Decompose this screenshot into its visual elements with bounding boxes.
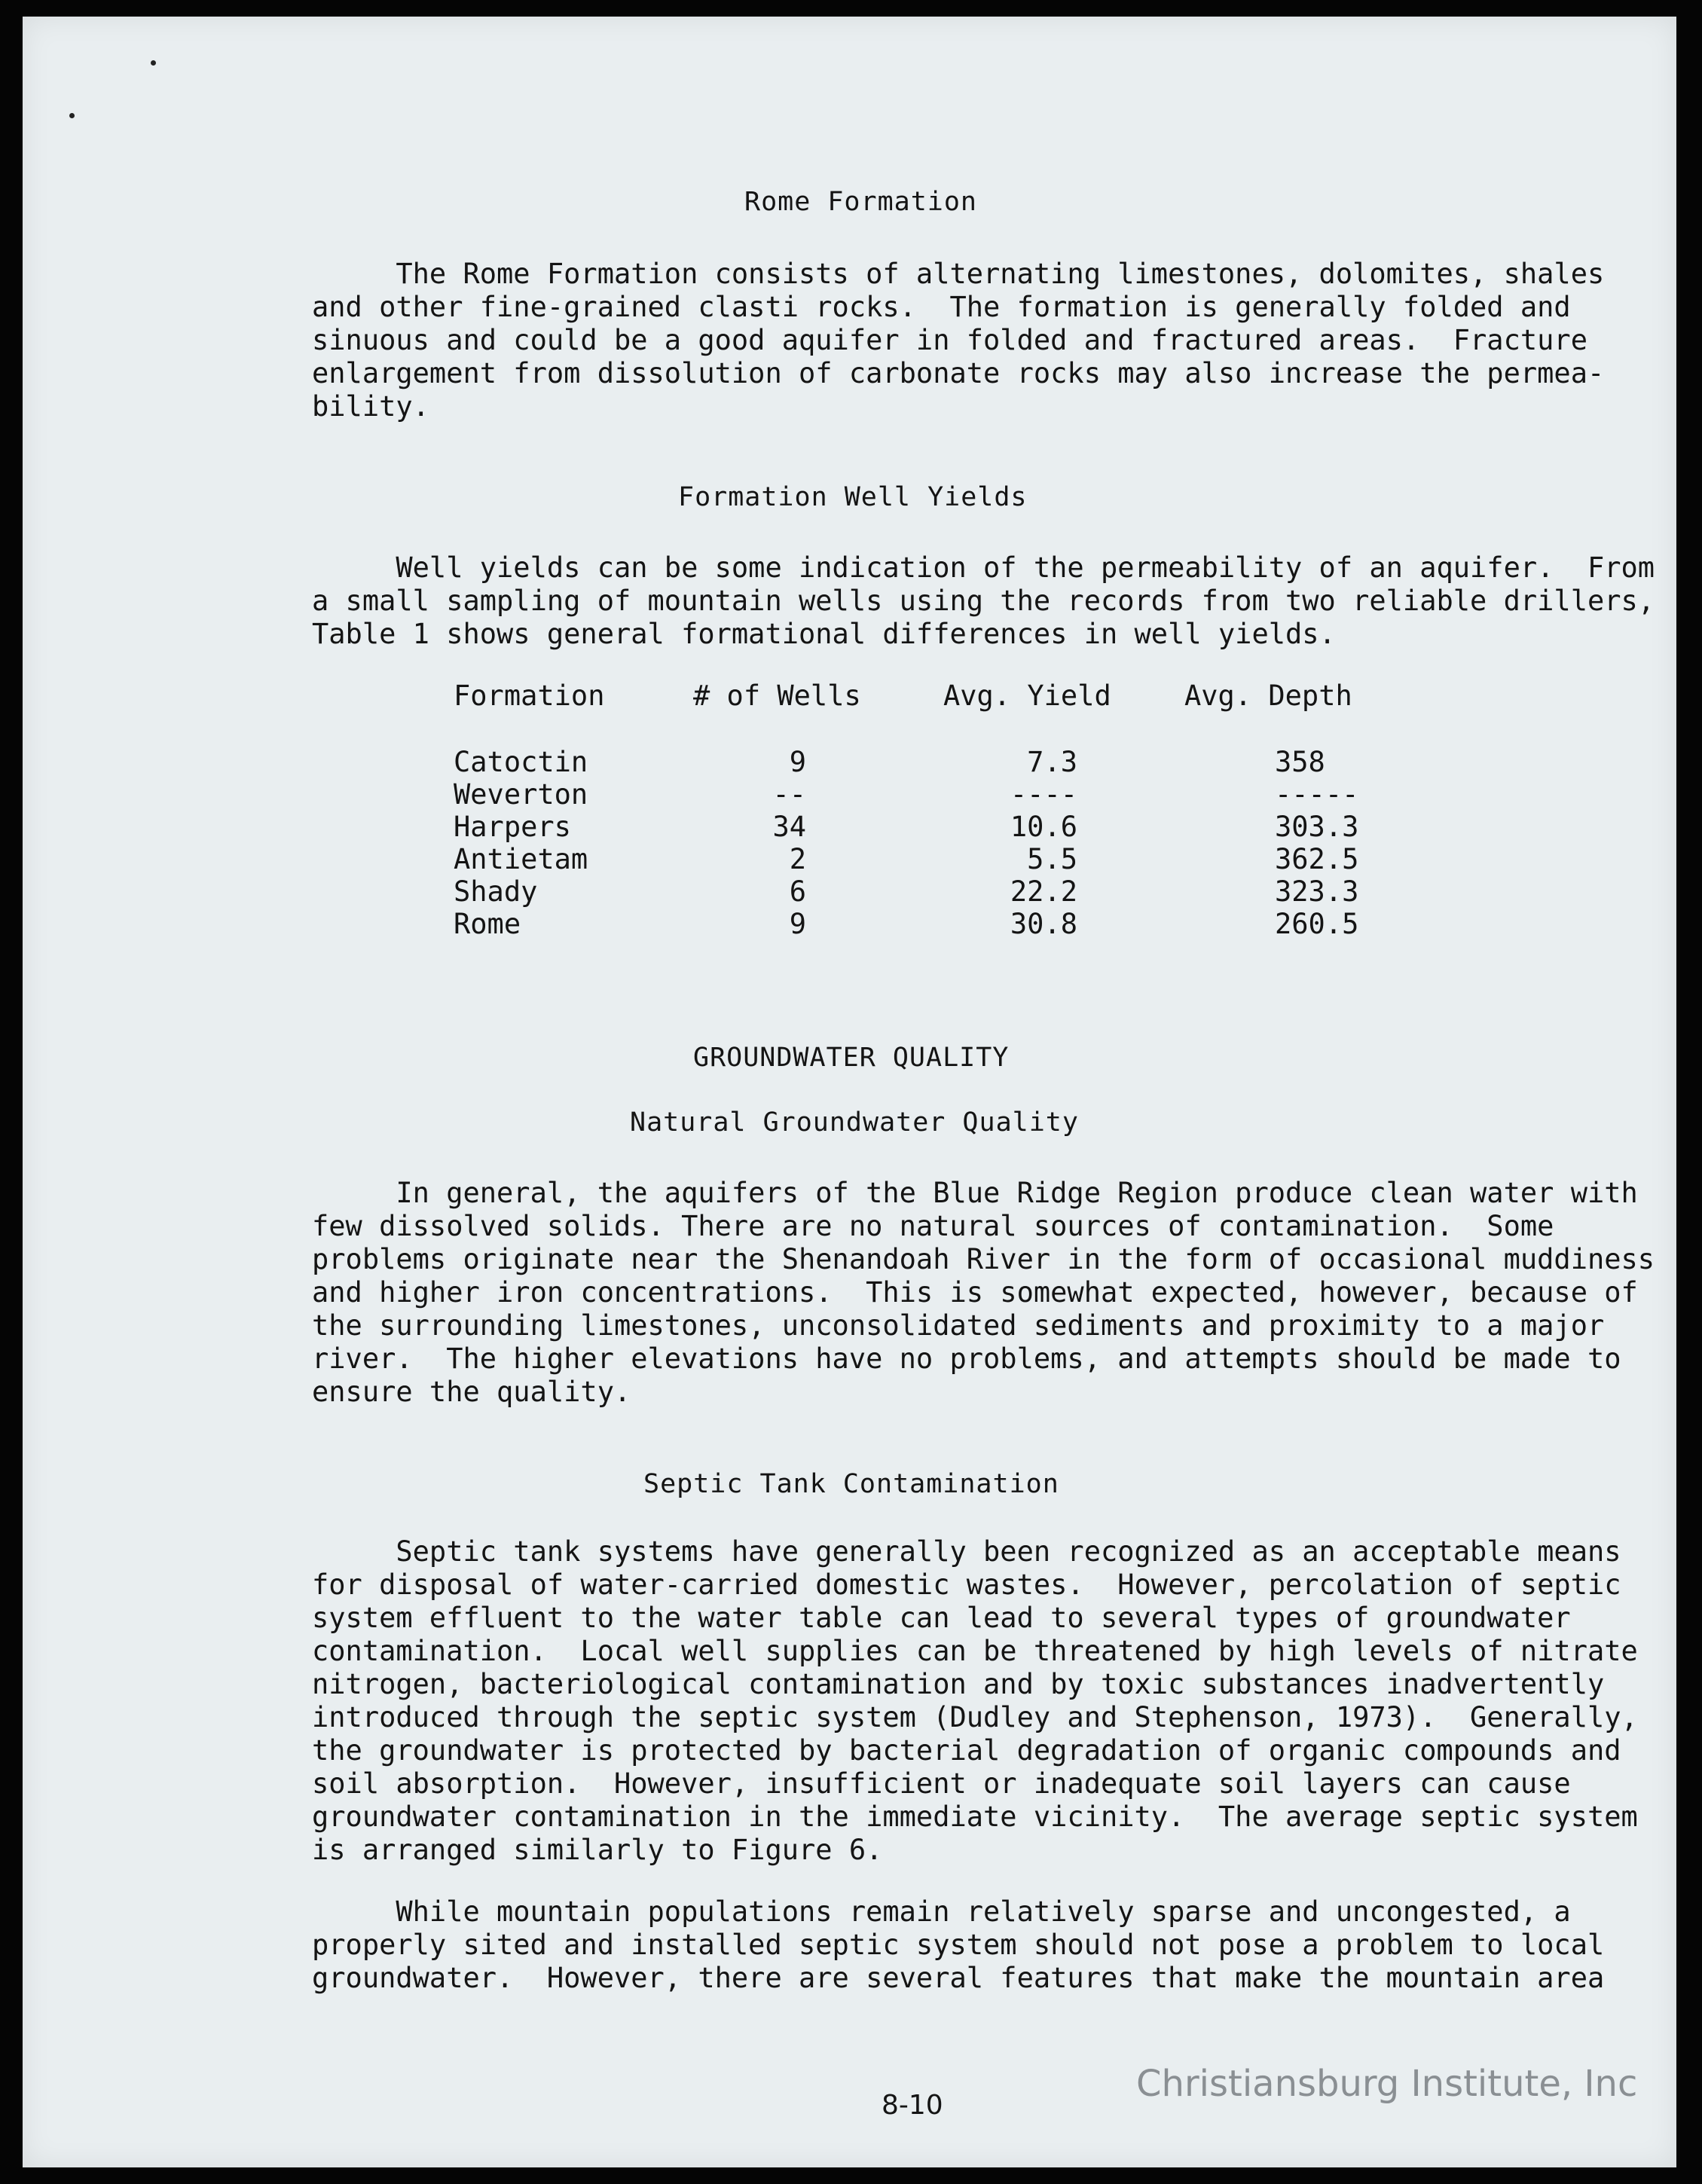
cell-wells: 34 xyxy=(772,811,806,843)
header-formation: Formation xyxy=(454,680,605,712)
text-line: While mountain populations remain relatively sparse and uncongested, a xyxy=(312,1895,1571,1928)
septic-title: Septic Tank Contamination xyxy=(643,1469,1059,1499)
well-yields-title: Formation Well Yields xyxy=(678,482,1028,512)
text-line: Septic tank systems have generally been recognized as an acceptable means xyxy=(312,1535,1621,1568)
page-number: 8-10 xyxy=(882,2090,943,2121)
cell-formation: Weverton xyxy=(454,778,588,811)
text-line: and other fine-grained clasti rocks. The formation is generally folded and xyxy=(312,291,1571,323)
text-line: ensure the quality. xyxy=(312,1376,631,1408)
text-line: soil absorption. However, insufficient or inadequate soil layers can cause xyxy=(312,1767,1571,1800)
cell-yield: 30.8 xyxy=(1010,908,1077,940)
cell-formation: Antietam xyxy=(454,843,588,875)
cell-formation: Rome xyxy=(454,908,521,940)
cell-depth: ----- xyxy=(1275,778,1359,811)
text-line: few dissolved solids. There are no natural sources of contamination. Some xyxy=(312,1210,1554,1242)
text-line: groundwater. However, there are several features that make the mountain area xyxy=(312,1962,1605,1994)
cell-wells: -- xyxy=(772,778,806,811)
text-line: problems originate near the Shenandoah River in the form of occasional muddiness xyxy=(312,1243,1655,1275)
natural-quality-paragraph xyxy=(312,1177,1655,1409)
cell-formation: Shady xyxy=(454,875,538,908)
cell-formation: Harpers xyxy=(454,811,571,843)
cell-yield: 22.2 xyxy=(1010,875,1077,908)
rome-formation-title: Rome Formation xyxy=(744,187,978,217)
header-wells: # of Wells xyxy=(693,680,861,712)
text-line: bility. xyxy=(312,390,429,423)
text-line: and higher iron concentrations. This is somewhat expected, however, because of xyxy=(312,1276,1638,1309)
cell-yield: 5.5 xyxy=(1027,843,1077,875)
cell-depth: 362.5 xyxy=(1275,843,1359,875)
speck-mark xyxy=(69,113,75,118)
text-line: introduced through the septic system (Dudley and Stephenson, 1973). Generally, xyxy=(312,1701,1638,1733)
cell-depth: 323.3 xyxy=(1275,875,1359,908)
text-line: a small sampling of mountain wells using the records from two reliable drillers, xyxy=(312,585,1655,617)
text-line: for disposal of water-carried domestic wastes. However, percolation of septic xyxy=(312,1569,1621,1601)
text-line: enlargement from dissolution of carbonate rocks may also increase the permea- xyxy=(312,357,1605,389)
cell-wells: 2 xyxy=(789,843,806,875)
cell-formation: Catoctin xyxy=(454,746,588,778)
text-line: contamination. Local well supplies can be threatened by high levels of nitrate xyxy=(312,1635,1638,1667)
cell-depth: 358 xyxy=(1275,746,1325,778)
text-line: properly sited and installed septic system should not pose a problem to local xyxy=(312,1929,1605,1961)
septic-paragraph xyxy=(312,1535,1638,1867)
text-line: Table 1 shows general formational differences in well yields. xyxy=(312,618,1336,650)
text-line: Well yields can be some indication of the permeability of an aquifer. From xyxy=(312,551,1655,584)
cell-yield: 7.3 xyxy=(1027,746,1077,778)
well-yields-paragraph xyxy=(312,551,1655,651)
groundwater-quality-header: GROUNDWATER QUALITY xyxy=(693,1043,1010,1073)
cell-yield: ---- xyxy=(1010,778,1077,811)
text-line: In general, the aquifers of the Blue Ridge Region produce clean water with xyxy=(312,1177,1638,1209)
speck-mark xyxy=(151,60,156,66)
header-yield: Avg. Yield xyxy=(943,680,1111,712)
cell-wells: 9 xyxy=(789,746,806,778)
header-depth: Avg. Depth xyxy=(1184,680,1352,712)
text-line: the groundwater is protected by bacterial degradation of organic compounds and xyxy=(312,1734,1621,1767)
cell-depth: 303.3 xyxy=(1275,811,1359,843)
text-line: river. The higher elevations have no problems, and attempts should be made to xyxy=(312,1342,1621,1375)
watermark: Christiansburg Institute, Inc xyxy=(1136,2063,1638,2105)
septic-paragraph-2 xyxy=(312,1895,1623,1995)
text-line: groundwater contamination in the immediate vicinity. The average septic system xyxy=(312,1801,1638,1833)
text-line: sinuous and could be a good aquifer in folded and fractured areas. Fracture xyxy=(312,324,1587,356)
rome-formation-paragraph xyxy=(312,258,1623,423)
cell-wells: 6 xyxy=(789,875,806,908)
cell-wells: 9 xyxy=(789,908,806,940)
cell-yield: 10.6 xyxy=(1010,811,1077,843)
text-line: nitrogen, bacteriological contamination and by toxic substances inadvertently xyxy=(312,1668,1605,1700)
text-line: The Rome Formation consists of alternating limestones, dolomites, shales xyxy=(312,258,1605,290)
text-line: the surrounding limestones, unconsolidated sediments and proximity to a major xyxy=(312,1309,1605,1342)
text-line: system effluent to the water table can lead to several types of groundwater xyxy=(312,1602,1571,1634)
text-line: is arranged similarly to Figure 6. xyxy=(312,1834,883,1866)
document-page xyxy=(23,17,1676,2167)
natural-quality-title: Natural Groundwater Quality xyxy=(630,1107,1079,1138)
cell-depth: 260.5 xyxy=(1275,908,1359,940)
